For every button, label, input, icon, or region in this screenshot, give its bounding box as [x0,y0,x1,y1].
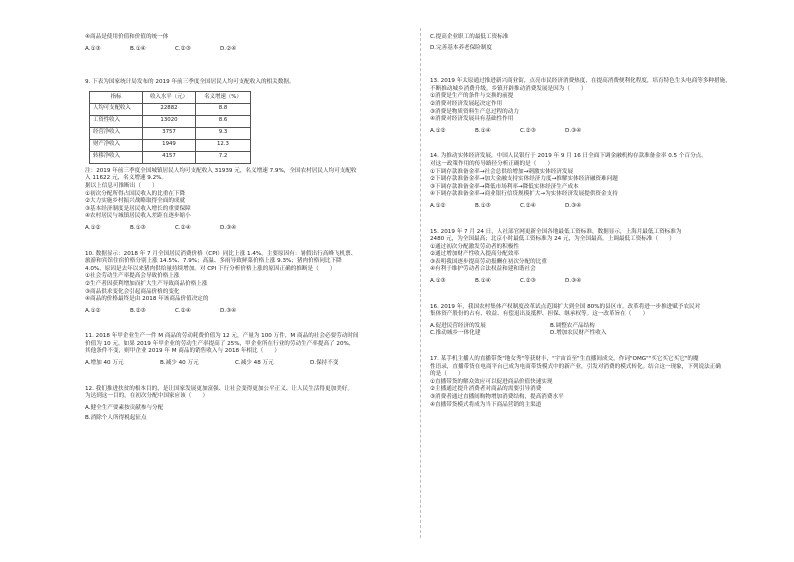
q16-line2: 集体资产股份的占有、收益、有偿退出及抵押、担保、继承权等。这一改革旨在（ ） [430,311,649,318]
q12-option-b: B.消除个人所得税起征点 [85,415,147,422]
table-header: 指标 [90,91,143,103]
q12-option-c: C.提高企业职工的最低工资标准 [430,34,509,40]
q13-item: ③消费是物质资料生产总过程的动力 [430,108,519,115]
q10-option-b: B.②③ [130,307,146,314]
q9-option-c: C.②④ [175,224,191,231]
q9-item: ③基本经济制度是居民收入增长的重要保障 [85,205,191,212]
q8-option-a: A.①③ [85,45,101,52]
q14-line1: 14. 为推动实体经济发展，中国人民银行于 2019 年 9 月 16 日全面下调金融机构存款准备金率 0.5 个百分点。 [430,153,707,160]
q14-item: ④下调存款准备金率→商业银行信贷规模扩大→为实体经济发展提供资金支持 [430,191,618,198]
table-header: 名义增速（%） [196,91,251,103]
q12-line2: 为达到这一目的，在初次分配中国家应该（ ） [85,393,209,400]
right-column [430,34,755,409]
q13-option-a: A.①② [430,127,446,134]
table-row [90,103,251,115]
q11-line2: 价值为 10 元。如果 2019 年甲企业的劳动生产率提高了 25%，甲企业所在行业的劳动生产率提高了 20%， [85,340,355,347]
q15-line1: 15. 2019 年 7 月 24 日，人社部官网更新全国各地最低工资标准，数据显示，上海月最低工资标准为 [430,228,682,235]
q13-item: ④消费对经济发展具有基础性作用 [430,116,514,123]
q12-option-a: A.健全生产要素按贡献参与分配 [85,404,164,411]
q11-option-b: B.减少 40 万元 [160,360,199,367]
q10-line2: 旅游和宾馆住宿价格分别上涨 14.5%、7.9%；高温、多雨导致鲜菜价格上涨 9.3%；猪肉价格同比下降 [85,258,342,265]
q15-option-d: D.③④ [565,278,582,285]
q9-option-d: D.③④ [220,224,237,231]
q10-item: ②生产者因获利增加而扩大生产导致商品价格上涨 [85,280,208,287]
q14-option-b: B.①③ [475,202,491,209]
q15-item: ②通过增加财产性收入提高分配效率 [430,251,519,258]
q13-line1: 13. 2019 年太原通过推进新兴商业街，点亮市民经济消费热度，在提高消费便利化程度，培育特色生头电商等多种措施， [430,78,731,85]
q13-option-d: D.③④ [565,127,582,134]
q15-option-a: A.①③ [430,278,446,285]
table-cell: 3757 [143,127,196,139]
q13-item: ②消费对经济发展起决定作用 [430,100,503,107]
q11-options [85,360,410,368]
table-cell: 人均可支配收入 [90,103,143,115]
q10-option-d: D.③④ [220,307,237,314]
q8-options [85,46,410,54]
table-row [90,115,251,127]
q17-item: ③消费者通过直播间购物增加消费结构，提高消费水平 [430,394,564,400]
q14-item: ①下调存款准备金率→社会总供给增加→刺激实体经济发展 [430,168,574,175]
q13-line2: 不断推动城乡消费升级。乡镇开辟推动消费发展是因为（ ） [430,85,587,92]
q13-option-b: B.①④ [475,127,491,134]
q16-option-c: C.推动城乡一体化建 [430,330,481,337]
q14-item: ②下调存款准备金率→加大金融支持实体经济力度→推解实体经济融资难问题 [430,176,618,183]
table-cell: 22882 [143,103,196,115]
table-header-row [90,91,251,103]
column-divider [420,28,421,538]
q8-item4: ④商品是使用价值和价值的统一体 [85,34,169,40]
table-cell: 8.6 [196,115,251,127]
q10-options [85,308,410,316]
left-column [85,34,410,423]
q14-option-d: D.③④ [565,202,582,209]
table-cell: 4157 [143,151,196,163]
q9-stem: 9. 下表为国家统计局发布的 2019 年前三季度全国居民人均可支配收入的相关数据。 [85,79,295,86]
q8-option-b: B.①④ [130,45,146,52]
q12-line1: 12. 我们推进扶贫的根本目的，是让国家发展更加富强、让社会变得更加公平正义、让人民生活得更加美好。 [85,385,353,392]
q11-line3: 其他条件不变，则甲企业 2019 年 M 商品的销售收入与 2018 年相比（ ） [85,348,280,355]
q9-item: ①初次分配所得占国民收入的比重在下降 [85,190,186,197]
table-header: 收入水平（元） [143,91,196,103]
q15-options [430,278,755,286]
q9-item: ④农村居民与城镇居民收入差距在逐步缩小 [85,213,191,220]
q9-ask: 据以上信息可推断出（ ） [85,182,158,189]
table-cell: 7.2 [196,151,251,163]
q17-line2: 性语录，直播带货在电商平台已成为电商带货模式中的新产业，引发对消费的模式转化。结合这一现象，下列说法正确 [430,363,721,370]
table-cell: 13020 [143,115,196,127]
q15-item: ①通过初次分配激发劳动者的积极性 [430,243,519,250]
q9-income-table [89,91,251,164]
table-row [90,127,251,139]
q9-item: ②大力实施乡村振兴战略取得全面的成就 [85,198,186,205]
q17-item: ④直播带货模式将成为当下商品营销的主渠道 [430,401,542,408]
q16-line1: 16. 2019 年，我国农村集体产权制度改革试点范围扩大到全国 80%的县区市。改革将进一步推进赋予农民对 [430,303,701,310]
table-row [90,151,251,163]
q13-option-c: C.②③ [520,127,536,134]
q17-line1: 17. 某手机主播人的直播带货"地女秀"等获财丰，"宇宙首至"生直播间成交，作词"OMG""买它买它买它"的魔 [430,356,699,363]
table-cell: 12.3 [196,139,251,151]
q10-option-c: C.②④ [175,307,191,314]
table-cell: 1949 [143,139,196,151]
table-cell: 经营净收入 [90,127,143,139]
q16-option-b: B.调整农产品结构 [550,322,595,329]
q9-note-line2: 入 11622 元，名义增速 9.2%。 [85,175,168,182]
q17-line3: 的是（ ） [430,371,464,378]
q9-options [85,225,410,233]
q12-option-d: D.完善基本养老保险制度 [430,44,493,51]
q8-option-c: C.②③ [175,45,191,52]
q13-options [430,128,755,136]
q15-line2: 2480 元，为全国最高；北京小时最低工资标准为 24 元，为全国最高。上调最低工资标准（ ） [430,236,675,243]
table-cell: 8.8 [196,103,251,115]
q13-item: ①消费是生产的条件与交换的前提 [430,93,514,100]
q11-option-a: A.增加 40 万元 [85,360,124,367]
q11-line1: 11. 2018 年甲企业生产一件 M 商品的劳动耗费价值为 12 元，产量为 100 万件，M 商品的社会必要劳动时间 [85,333,359,340]
table-cell: 9.3 [196,127,251,139]
table-cell: 工资性收入 [90,115,143,127]
q10-line3: 4.0%，原因是去年以来猪肉供给量持续增加。对 CPI 下行分析价格上涨的原因正确的推断是（ ） [85,265,336,272]
table-row [90,139,251,151]
q16-option-d: D.增加农民财产性收入 [550,330,607,337]
q10-line1: 10. 数据显示：2018 年 7 月全国居民消费价格（CPI）同比上涨 1.4%。主要原因有：暑假出行高峰飞机票、 [85,250,357,257]
table-cell: 财产净收入 [90,139,143,151]
q16-option-a: A.促进民营经济的发展 [430,322,486,329]
q14-item: ③下调存款准备金率→降低市场利率→降低实体经济生产成本 [430,183,579,190]
q9-option-a: A.①② [85,224,101,231]
q11-option-d: D.保持不变 [310,360,339,367]
q15-option-c: C.②③ [520,278,536,285]
q15-item: ③表明我国逐步提高劳动报酬在初次分配的比重 [430,258,547,265]
q9-note-line1: 注：2019 年前三季度全国城镇居民人均可支配收入 31939 元，名义增速 7.9%，全国农村居民人均可支配收 [85,167,357,174]
q14-option-c: C.②④ [520,202,536,209]
q10-item: ③商品供求变化会引起商品价格的变化 [85,288,180,295]
q9-option-b: B.①③ [130,224,146,231]
q10-item: ④商品的价格最终是由 2018 年该商品价值决定的 [85,296,209,303]
q14-options [430,203,755,211]
q10-item: ①社会劳动生产率提高会导致价格上涨 [85,273,180,280]
q17-item: ①直播带货的解众效应可以促进商品价值快速实现 [430,378,553,385]
q17-item: ②主播通过提升消费者对商品的需要引导消费 [430,386,542,393]
q15-item: ④有利于维护劳动者合法权益和建和谐社会 [430,266,536,273]
q14-line2: 对这一政策作用的传导路径分析正确的是（ ） [430,160,554,167]
q10-option-a: A.①② [85,307,101,314]
q15-option-b: B.①④ [475,278,491,285]
q8-option-d: D.②④ [220,45,237,52]
q11-option-c: C.减少 48 万元 [235,360,274,367]
q14-option-a: A.①② [430,202,446,209]
table-cell: 转移净收入 [90,151,143,163]
q16-options [430,323,755,338]
